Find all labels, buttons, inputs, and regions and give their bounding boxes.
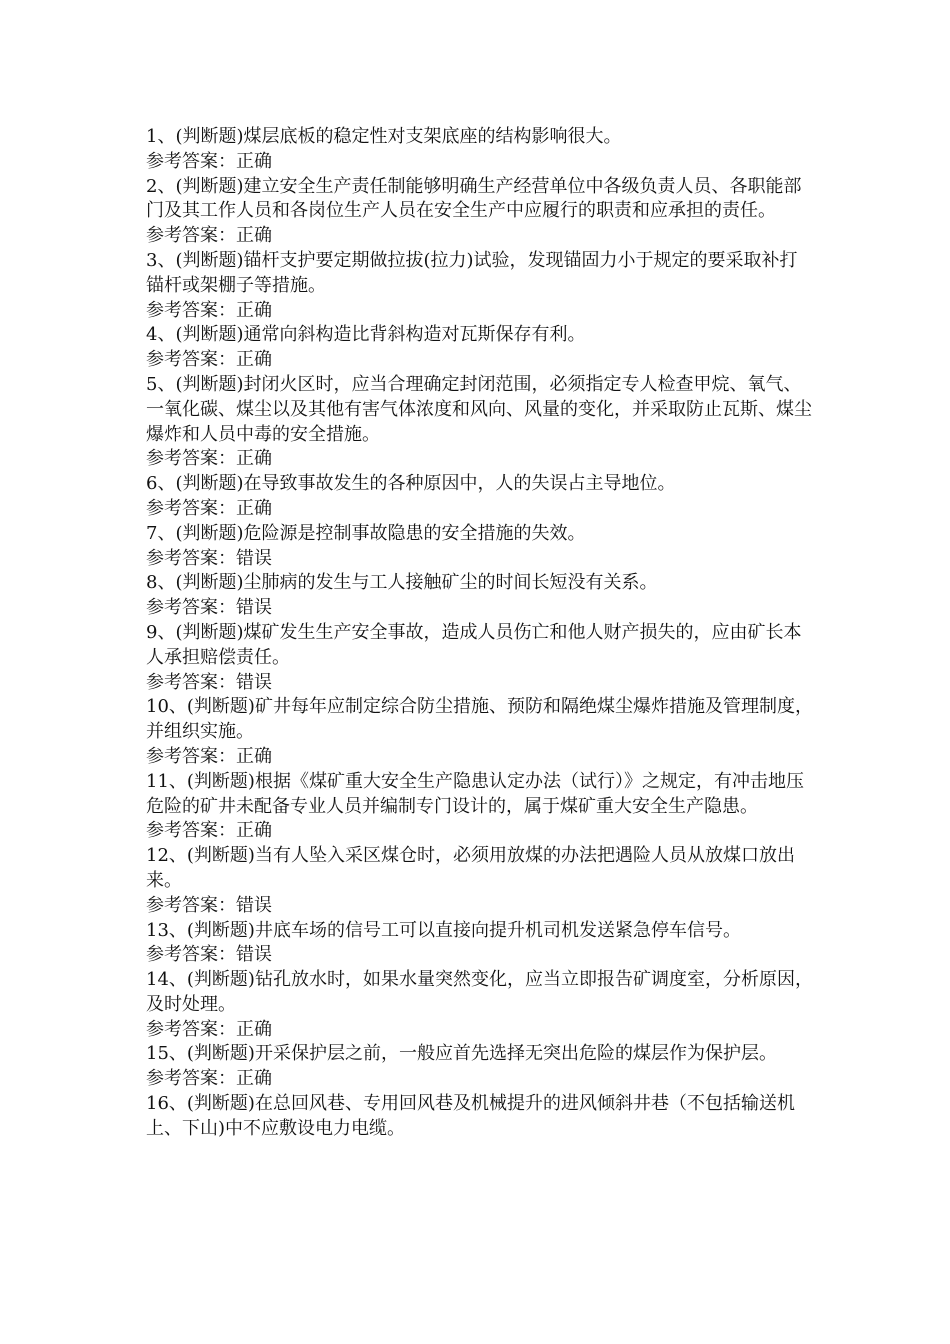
answer-label: 参考答案： [146,547,236,569]
question-text: 13、(判断题)井底车场的信号工可以直接向提升机司机发送紧急停车信号。 [146,919,741,941]
question-item [146,522,814,572]
answer-value: 正确 [236,1068,272,1090]
answer-label: 参考答案： [146,150,236,172]
answer-label: 参考答案： [146,299,236,321]
question-text: 5、(判断题)封闭火区时，应当合理确定封闭范围，必须指定专人检查甲烷、氧气、一氧化碳、煤尘以及其他有害气体浓度和风向、风量的变化，并采取防止瓦斯、煤尘爆炸和人员中毒的安全措施。 [146,373,812,445]
answer-line [146,596,814,621]
question-text: 11、(判断题)根据《煤矿重大安全生产隐患认定办法（试行）》之规定，有冲击地压危险的矿井未配备专业人员并编制专门设计的，属于煤矿重大安全生产隐患。 [146,770,804,817]
answer-value: 正确 [236,1018,272,1040]
question-text: 3、(判断题)锚杆支护要定期做拉拔(拉力)试验，发现锚固力小于规定的要采取补打锚杆或架棚子等措施。 [146,249,798,296]
question-list [146,125,814,1142]
answer-line [146,943,814,968]
answer-value: 错误 [236,547,272,569]
question-item [146,175,814,249]
question-item [146,571,814,621]
answer-line [146,1067,814,1092]
answer-label: 参考答案： [146,225,236,247]
question-item [146,695,814,769]
question-text: 6、(判断题)在导致事故发生的各种原因中，人的失误占主导地位。 [146,473,676,495]
answer-value: 正确 [236,745,272,767]
answer-value: 正确 [236,225,272,247]
answer-label: 参考答案： [146,745,236,767]
question-text: 7、(判断题)危险源是控制事故隐患的安全措施的失效。 [146,522,586,544]
question-item [146,125,814,175]
question-text: 12、(判断题)当有人坠入采区煤仓时，必须用放煤的办法把遇险人员从放煤口放出来。 [146,845,795,891]
answer-label: 参考答案： [146,1018,236,1040]
question-item [146,844,814,918]
question-text: 14、(判断题)钻孔放水时，如果水量突然变化，应当立即报告矿调度室，分析原因，及时处理。 [146,969,813,1015]
answer-label: 参考答案： [146,597,236,619]
question-item [146,249,814,323]
question-item [146,770,814,844]
question-item [146,919,814,969]
answer-value: 错误 [236,671,272,693]
question-text: 4、(判断题)通常向斜构造比背斜构造对瓦斯保存有利。 [146,324,586,346]
answer-line [146,819,814,844]
answer-line [146,348,814,373]
question-text: 15、(判断题)开采保护层之前，一般应首先选择无突出危险的煤层作为保护层。 [146,1043,777,1065]
answer-label: 参考答案： [146,497,236,519]
question-text: 2、(判断题)建立安全生产责任制能够明确生产经营单位中各级负责人员、各职能部门及其工作人员和各岗位生产人员在安全生产中应履行的职责和应承担的责任。 [146,175,802,222]
answer-line [146,745,814,770]
answer-label: 参考答案： [146,1068,236,1090]
answer-label: 参考答案： [146,894,236,916]
answer-label: 参考答案： [146,944,236,966]
answer-line [146,447,814,472]
question-item [146,1042,814,1092]
answer-value: 错误 [236,597,272,619]
question-text: 10、(判断题)矿井每年应制定综合防尘措施、预防和隔绝煤尘爆炸措施及管理制度，并组织实施。 [146,696,813,743]
answer-label: 参考答案： [146,448,236,470]
answer-value: 正确 [236,497,272,519]
answer-line [146,894,814,919]
question-item [146,323,814,373]
answer-value: 正确 [236,150,272,172]
answer-line [146,671,814,696]
answer-line [146,299,814,324]
answer-value: 错误 [236,894,272,916]
answer-value: 正确 [236,299,272,321]
answer-value: 正确 [236,448,272,470]
answer-label: 参考答案： [146,820,236,842]
answer-line [146,497,814,522]
answer-line [146,150,814,175]
question-item [146,968,814,1042]
question-text: 1、(判断题)煤层底板的稳定性对支架底座的结构影响很大。 [146,126,622,147]
question-item [146,1092,814,1142]
question-item [146,621,814,695]
answer-value: 正确 [236,349,272,371]
answer-label: 参考答案： [146,671,236,693]
answer-value: 错误 [236,944,272,966]
question-text: 16、(判断题)在总回风巷、专用回风巷及机械提升的进风倾斜井巷（不包括输送机上、下山)中不应敷设电力电缆。 [146,1093,795,1139]
answer-value: 正确 [236,820,272,842]
answer-label: 参考答案： [146,349,236,371]
answer-line [146,224,814,249]
answer-line [146,547,814,572]
question-item [146,373,814,472]
question-text: 8、(判断题)尘肺病的发生与工人接触矿尘的时间长短没有关系。 [146,572,658,594]
question-item [146,472,814,522]
question-text: 9、(判断题)煤矿发生生产安全事故，造成人员伤亡和他人财产损失的，应由矿长本人承担赔偿责任。 [146,621,802,668]
answer-line [146,1018,814,1043]
